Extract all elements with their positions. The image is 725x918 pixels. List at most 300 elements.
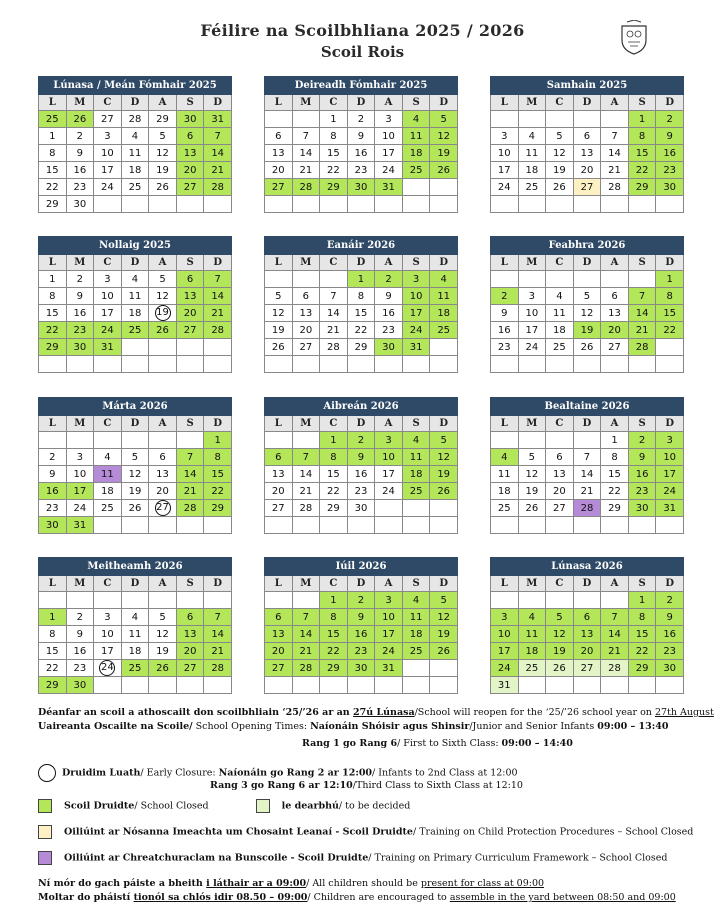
weekday-label: L bbox=[265, 95, 293, 111]
day-cell: 24 bbox=[375, 643, 403, 660]
empty-day-cell bbox=[149, 339, 177, 356]
week-row bbox=[491, 288, 684, 305]
day-cell: 9 bbox=[347, 128, 375, 145]
empty-day-cell bbox=[176, 356, 204, 373]
weekday-label: L bbox=[491, 416, 519, 432]
week-row bbox=[265, 179, 458, 196]
day-cell: 25 bbox=[121, 322, 149, 339]
day-cell: 18 bbox=[518, 162, 546, 179]
weekday-label: C bbox=[320, 255, 348, 271]
week-row bbox=[265, 609, 458, 626]
day-cell: 21 bbox=[601, 162, 629, 179]
week-row bbox=[39, 626, 232, 643]
day-cell: 25 bbox=[430, 322, 458, 339]
day-cell: 7 bbox=[204, 271, 232, 288]
cp-english: / Training on Child Protection Procedures – School Closed bbox=[412, 826, 694, 838]
month-calendar bbox=[264, 76, 458, 213]
week-row bbox=[491, 179, 684, 196]
day-cell: 17 bbox=[491, 643, 519, 660]
day-cell: 17 bbox=[94, 643, 122, 660]
day-cell: 13 bbox=[149, 466, 177, 483]
empty-day-cell bbox=[402, 660, 430, 677]
day-cell: 15 bbox=[628, 626, 656, 643]
day-cell: 11 bbox=[402, 128, 430, 145]
month-calendar bbox=[490, 557, 684, 694]
day-cell: 24 bbox=[94, 322, 122, 339]
day-cell: 10 bbox=[66, 466, 94, 483]
weekday-label: S bbox=[176, 416, 204, 432]
empty-day-cell bbox=[402, 196, 430, 213]
day-cell: 26 bbox=[430, 483, 458, 500]
day-cell: 8 bbox=[628, 609, 656, 626]
empty-day-cell bbox=[204, 196, 232, 213]
empty-day-cell bbox=[94, 196, 122, 213]
weekday-label: D bbox=[573, 95, 601, 111]
week-row bbox=[265, 305, 458, 322]
weekday-label: C bbox=[320, 576, 348, 592]
footer-assembly bbox=[38, 892, 676, 903]
weekday-label: D bbox=[430, 416, 458, 432]
weekday-label: D bbox=[656, 416, 684, 432]
day-cell: 19 bbox=[430, 466, 458, 483]
day-cell: 13 bbox=[176, 626, 204, 643]
day-cell: 25 bbox=[39, 111, 67, 128]
empty-day-cell bbox=[573, 517, 601, 534]
week-row bbox=[265, 145, 458, 162]
empty-day-cell bbox=[601, 677, 629, 694]
empty-day-cell bbox=[628, 517, 656, 534]
day-cell: 10 bbox=[94, 145, 122, 162]
reopen-english-date: 27th August bbox=[654, 707, 714, 718]
empty-day-cell bbox=[265, 196, 293, 213]
empty-day-cell bbox=[204, 677, 232, 694]
day-cell: 28 bbox=[204, 322, 232, 339]
day-cell: 22 bbox=[320, 162, 348, 179]
day-cell: 13 bbox=[601, 305, 629, 322]
day-cell: 22 bbox=[347, 322, 375, 339]
empty-day-cell bbox=[39, 592, 67, 609]
month-title: Bealtaine 2026 bbox=[491, 398, 684, 416]
week-row bbox=[265, 449, 458, 466]
day-cell: 9 bbox=[66, 288, 94, 305]
day-cell: 4 bbox=[518, 128, 546, 145]
day-cell: 28 bbox=[320, 339, 348, 356]
weekday-label: M bbox=[518, 95, 546, 111]
empty-day-cell bbox=[320, 677, 348, 694]
empty-day-cell bbox=[518, 592, 546, 609]
weekday-label: S bbox=[628, 576, 656, 592]
day-cell: 23 bbox=[66, 660, 94, 677]
week-row bbox=[39, 271, 232, 288]
weekday-label: C bbox=[320, 416, 348, 432]
week-row bbox=[491, 145, 684, 162]
weekday-label: A bbox=[601, 576, 629, 592]
empty-day-cell bbox=[491, 196, 519, 213]
week-row bbox=[265, 322, 458, 339]
day-cell: 15 bbox=[656, 305, 684, 322]
empty-day-cell bbox=[430, 677, 458, 694]
weekday-label: C bbox=[546, 95, 574, 111]
month-title: Deireadh Fómhair 2025 bbox=[265, 77, 458, 95]
day-cell: 29 bbox=[601, 500, 629, 517]
day-cell: 29 bbox=[39, 339, 67, 356]
early-line1-irish: Naíonáin go Rang 2 ar 12:00 bbox=[218, 767, 373, 779]
weekday-label: A bbox=[375, 95, 403, 111]
day-cell: 19 bbox=[573, 322, 601, 339]
empty-day-cell bbox=[656, 356, 684, 373]
empty-day-cell bbox=[292, 196, 320, 213]
week-row bbox=[39, 111, 232, 128]
day-cell: 10 bbox=[94, 288, 122, 305]
day-cell: 25 bbox=[518, 179, 546, 196]
empty-day-cell bbox=[94, 517, 122, 534]
day-cell: 2 bbox=[39, 449, 67, 466]
empty-day-cell bbox=[546, 356, 574, 373]
day-cell: 21 bbox=[573, 483, 601, 500]
day-cell: 25 bbox=[402, 643, 430, 660]
day-cell: 27 bbox=[176, 179, 204, 196]
day-cell: 7 bbox=[204, 128, 232, 145]
week-row bbox=[265, 483, 458, 500]
day-cell: 9 bbox=[656, 609, 684, 626]
day-cell: 16 bbox=[347, 626, 375, 643]
day-cell: 22 bbox=[628, 162, 656, 179]
school-name: Scoil Rois bbox=[320, 43, 405, 61]
day-cell: 20 bbox=[176, 643, 204, 660]
empty-day-cell bbox=[121, 339, 149, 356]
day-cell: 3 bbox=[375, 432, 403, 449]
weekday-label: M bbox=[292, 255, 320, 271]
day-cell: 6 bbox=[265, 449, 293, 466]
empty-day-cell bbox=[491, 432, 519, 449]
day-cell: 25 bbox=[402, 483, 430, 500]
empty-day-cell bbox=[121, 677, 149, 694]
week-row bbox=[491, 500, 684, 517]
day-cell: 23 bbox=[491, 339, 519, 356]
day-cell: 20 bbox=[546, 483, 574, 500]
weekday-label: A bbox=[375, 576, 403, 592]
month-title: Samhain 2025 bbox=[491, 77, 684, 95]
day-cell: 11 bbox=[94, 466, 122, 483]
empty-day-cell bbox=[149, 432, 177, 449]
day-cell: 5 bbox=[430, 432, 458, 449]
legend-closed bbox=[38, 799, 410, 813]
empty-day-cell bbox=[491, 271, 519, 288]
day-cell: 3 bbox=[375, 592, 403, 609]
week-row bbox=[491, 517, 684, 534]
day-cell: 24 bbox=[491, 660, 519, 677]
day-cell: 19 bbox=[121, 483, 149, 500]
empty-day-cell bbox=[628, 356, 656, 373]
weekday-label: D bbox=[573, 255, 601, 271]
weekday-label: D bbox=[430, 255, 458, 271]
empty-day-cell bbox=[149, 677, 177, 694]
assembly-english-time: assemble in the yard between 08:50 and 09:00 bbox=[449, 892, 676, 903]
day-cell: 20 bbox=[573, 162, 601, 179]
weekday-label: D bbox=[121, 255, 149, 271]
month-calendar bbox=[264, 557, 458, 694]
day-cell: 2 bbox=[66, 609, 94, 626]
day-cell: 31 bbox=[656, 500, 684, 517]
day-cell: 25 bbox=[121, 660, 149, 677]
day-cell: 19 bbox=[430, 145, 458, 162]
day-cell: 26 bbox=[265, 339, 293, 356]
day-cell: 31 bbox=[402, 339, 430, 356]
infants-english: /Junior and Senior Infants bbox=[469, 721, 598, 732]
empty-day-cell bbox=[430, 356, 458, 373]
day-cell: 16 bbox=[347, 466, 375, 483]
empty-day-cell bbox=[66, 592, 94, 609]
empty-day-cell bbox=[265, 356, 293, 373]
weekday-label: A bbox=[149, 255, 177, 271]
day-cell: 7 bbox=[573, 449, 601, 466]
day-cell: 12 bbox=[573, 305, 601, 322]
day-cell: 30 bbox=[347, 660, 375, 677]
day-cell: 14 bbox=[320, 305, 348, 322]
weekday-label: D bbox=[121, 95, 149, 111]
weekday-label: C bbox=[546, 576, 574, 592]
empty-day-cell bbox=[628, 271, 656, 288]
day-cell: 25 bbox=[546, 339, 574, 356]
empty-day-cell bbox=[375, 677, 403, 694]
empty-day-cell bbox=[39, 356, 67, 373]
day-cell: 1 bbox=[320, 432, 348, 449]
day-cell: 26 bbox=[149, 179, 177, 196]
day-cell: 30 bbox=[628, 500, 656, 517]
week-row bbox=[491, 339, 684, 356]
week-row bbox=[39, 592, 232, 609]
day-cell: 14 bbox=[176, 466, 204, 483]
day-cell: 4 bbox=[402, 432, 430, 449]
empty-day-cell bbox=[573, 432, 601, 449]
weekday-label: L bbox=[39, 416, 67, 432]
day-cell: 12 bbox=[546, 626, 574, 643]
weekday-label: A bbox=[149, 95, 177, 111]
empty-day-cell bbox=[601, 196, 629, 213]
empty-day-cell bbox=[94, 677, 122, 694]
empty-day-cell bbox=[518, 432, 546, 449]
weekday-label: D bbox=[204, 576, 232, 592]
week-row bbox=[265, 500, 458, 517]
day-cell: 24 bbox=[656, 483, 684, 500]
day-cell: 24 bbox=[518, 339, 546, 356]
day-cell: 8 bbox=[656, 288, 684, 305]
week-row bbox=[491, 592, 684, 609]
day-cell: 20 bbox=[149, 483, 177, 500]
day-cell: 1 bbox=[39, 128, 67, 145]
day-cell: 21 bbox=[292, 483, 320, 500]
day-cell: 9 bbox=[66, 626, 94, 643]
day-cell: 29 bbox=[347, 339, 375, 356]
week-row bbox=[39, 660, 232, 677]
day-cell: 22 bbox=[39, 179, 67, 196]
day-cell: 2 bbox=[628, 432, 656, 449]
day-cell: 8 bbox=[601, 449, 629, 466]
weekday-label: A bbox=[601, 416, 629, 432]
empty-day-cell bbox=[320, 271, 348, 288]
day-cell: 4 bbox=[402, 111, 430, 128]
legend-early-closure-line2 bbox=[210, 780, 523, 791]
empty-day-cell bbox=[656, 517, 684, 534]
weekday-label: C bbox=[546, 416, 574, 432]
empty-day-cell bbox=[292, 592, 320, 609]
month-calendar bbox=[264, 236, 458, 373]
week-row bbox=[39, 677, 232, 694]
day-cell: 9 bbox=[347, 449, 375, 466]
day-cell: 7 bbox=[628, 288, 656, 305]
day-cell: 27 bbox=[94, 111, 122, 128]
month-calendar bbox=[490, 76, 684, 213]
week-row bbox=[265, 432, 458, 449]
weekday-label: S bbox=[176, 576, 204, 592]
day-cell: 17 bbox=[656, 466, 684, 483]
empty-day-cell bbox=[518, 517, 546, 534]
day-cell: 19 bbox=[149, 643, 177, 660]
weekday-label: A bbox=[149, 576, 177, 592]
day-cell: 14 bbox=[204, 626, 232, 643]
hours-irish: Uaireanta Oscailte na Scoile/ bbox=[38, 721, 193, 732]
day-cell: 9 bbox=[66, 145, 94, 162]
day-cell: 7 bbox=[176, 449, 204, 466]
week-row bbox=[39, 305, 232, 322]
day-cell: 10 bbox=[375, 128, 403, 145]
infants-irish: Naíonáin Shóisir agus Shinsir bbox=[310, 721, 470, 732]
early-closure-day: 27 bbox=[155, 500, 171, 516]
footer-attendance bbox=[38, 878, 544, 889]
weekday-label: L bbox=[39, 255, 67, 271]
day-cell: 8 bbox=[347, 288, 375, 305]
day-cell: 3 bbox=[66, 449, 94, 466]
early-line2-irish: Rang 3 go Rang 6 ar 12:10 bbox=[210, 780, 353, 791]
day-cell: 20 bbox=[176, 162, 204, 179]
day-cell: 16 bbox=[347, 145, 375, 162]
day-cell: 11 bbox=[518, 145, 546, 162]
day-cell: 16 bbox=[628, 466, 656, 483]
empty-day-cell bbox=[347, 517, 375, 534]
day-cell bbox=[149, 305, 177, 322]
day-cell: 27 bbox=[601, 339, 629, 356]
week-row bbox=[39, 339, 232, 356]
empty-day-cell bbox=[375, 517, 403, 534]
reopen-irish: Déanfar an scoil a athoscailt don scoilbhliain ‘25/’26 ar an bbox=[38, 707, 354, 718]
day-cell: 21 bbox=[204, 643, 232, 660]
day-cell: 23 bbox=[66, 179, 94, 196]
classes-irish: Rang 1 go Rang 6 bbox=[302, 738, 398, 749]
infants-time: 09:00 – 13:40 bbox=[597, 721, 669, 732]
empty-day-cell bbox=[375, 196, 403, 213]
attendance-irish-time: i láthair ar a 09:00 bbox=[206, 878, 307, 889]
weekday-label: L bbox=[491, 95, 519, 111]
day-cell: 2 bbox=[656, 111, 684, 128]
day-cell: 26 bbox=[430, 162, 458, 179]
week-row bbox=[491, 483, 684, 500]
empty-day-cell bbox=[518, 677, 546, 694]
day-cell: 5 bbox=[265, 288, 293, 305]
day-cell: 22 bbox=[320, 643, 348, 660]
day-cell: 28 bbox=[573, 500, 601, 517]
month-calendar bbox=[38, 397, 232, 534]
day-cell: 6 bbox=[176, 609, 204, 626]
weekday-label: C bbox=[94, 576, 122, 592]
empty-day-cell bbox=[601, 111, 629, 128]
empty-day-cell bbox=[375, 500, 403, 517]
day-cell: 25 bbox=[402, 162, 430, 179]
day-cell: 30 bbox=[66, 339, 94, 356]
day-cell: 18 bbox=[121, 162, 149, 179]
day-cell: 26 bbox=[573, 339, 601, 356]
day-cell: 13 bbox=[573, 145, 601, 162]
day-cell: 1 bbox=[320, 111, 348, 128]
weekday-label: A bbox=[601, 255, 629, 271]
week-row bbox=[265, 677, 458, 694]
day-cell: 21 bbox=[628, 322, 656, 339]
week-row bbox=[39, 500, 232, 517]
day-cell: 28 bbox=[121, 111, 149, 128]
day-cell: 9 bbox=[628, 449, 656, 466]
empty-day-cell bbox=[402, 500, 430, 517]
week-row bbox=[491, 356, 684, 373]
day-cell: 12 bbox=[265, 305, 293, 322]
week-row bbox=[39, 609, 232, 626]
empty-day-cell bbox=[518, 111, 546, 128]
week-row bbox=[265, 162, 458, 179]
weekday-label: A bbox=[601, 95, 629, 111]
assembly-irish-time: tionól sa chlós idir 08.50 – 09:00 bbox=[133, 892, 308, 903]
weekday-label: D bbox=[656, 95, 684, 111]
day-cell: 29 bbox=[149, 111, 177, 128]
day-cell: 6 bbox=[265, 609, 293, 626]
empty-day-cell bbox=[204, 592, 232, 609]
day-cell: 5 bbox=[546, 609, 574, 626]
empty-day-cell bbox=[176, 677, 204, 694]
day-cell: 26 bbox=[430, 643, 458, 660]
day-cell: 15 bbox=[320, 626, 348, 643]
day-cell: 15 bbox=[39, 305, 67, 322]
assembly-english: / Children are encouraged to bbox=[307, 892, 450, 903]
day-cell: 5 bbox=[149, 271, 177, 288]
day-cell: 6 bbox=[546, 449, 574, 466]
early-line1-english: / Infants to 2nd Class at 12:00 bbox=[372, 767, 518, 779]
child-protection-swatch bbox=[38, 825, 52, 839]
day-cell: 24 bbox=[375, 483, 403, 500]
early-closure-circle-icon bbox=[38, 764, 56, 782]
day-cell: 26 bbox=[546, 660, 574, 677]
day-cell: 17 bbox=[375, 626, 403, 643]
empty-day-cell bbox=[121, 356, 149, 373]
empty-day-cell bbox=[176, 592, 204, 609]
week-row bbox=[39, 145, 232, 162]
empty-day-cell bbox=[347, 196, 375, 213]
attendance-irish: Ní mór do gach páiste a bheith bbox=[38, 878, 207, 889]
day-cell: 15 bbox=[39, 643, 67, 660]
empty-day-cell bbox=[491, 592, 519, 609]
week-row bbox=[39, 322, 232, 339]
day-cell: 18 bbox=[121, 643, 149, 660]
day-cell: 10 bbox=[491, 626, 519, 643]
day-cell: 18 bbox=[121, 305, 149, 322]
day-cell: 2 bbox=[347, 432, 375, 449]
empty-day-cell bbox=[601, 592, 629, 609]
day-cell: 31 bbox=[66, 517, 94, 534]
day-cell: 22 bbox=[628, 643, 656, 660]
day-cell: 1 bbox=[347, 271, 375, 288]
empty-day-cell bbox=[320, 196, 348, 213]
day-cell: 27 bbox=[176, 322, 204, 339]
empty-day-cell bbox=[656, 339, 684, 356]
day-cell: 12 bbox=[546, 145, 574, 162]
day-cell: 15 bbox=[320, 145, 348, 162]
week-row bbox=[491, 196, 684, 213]
